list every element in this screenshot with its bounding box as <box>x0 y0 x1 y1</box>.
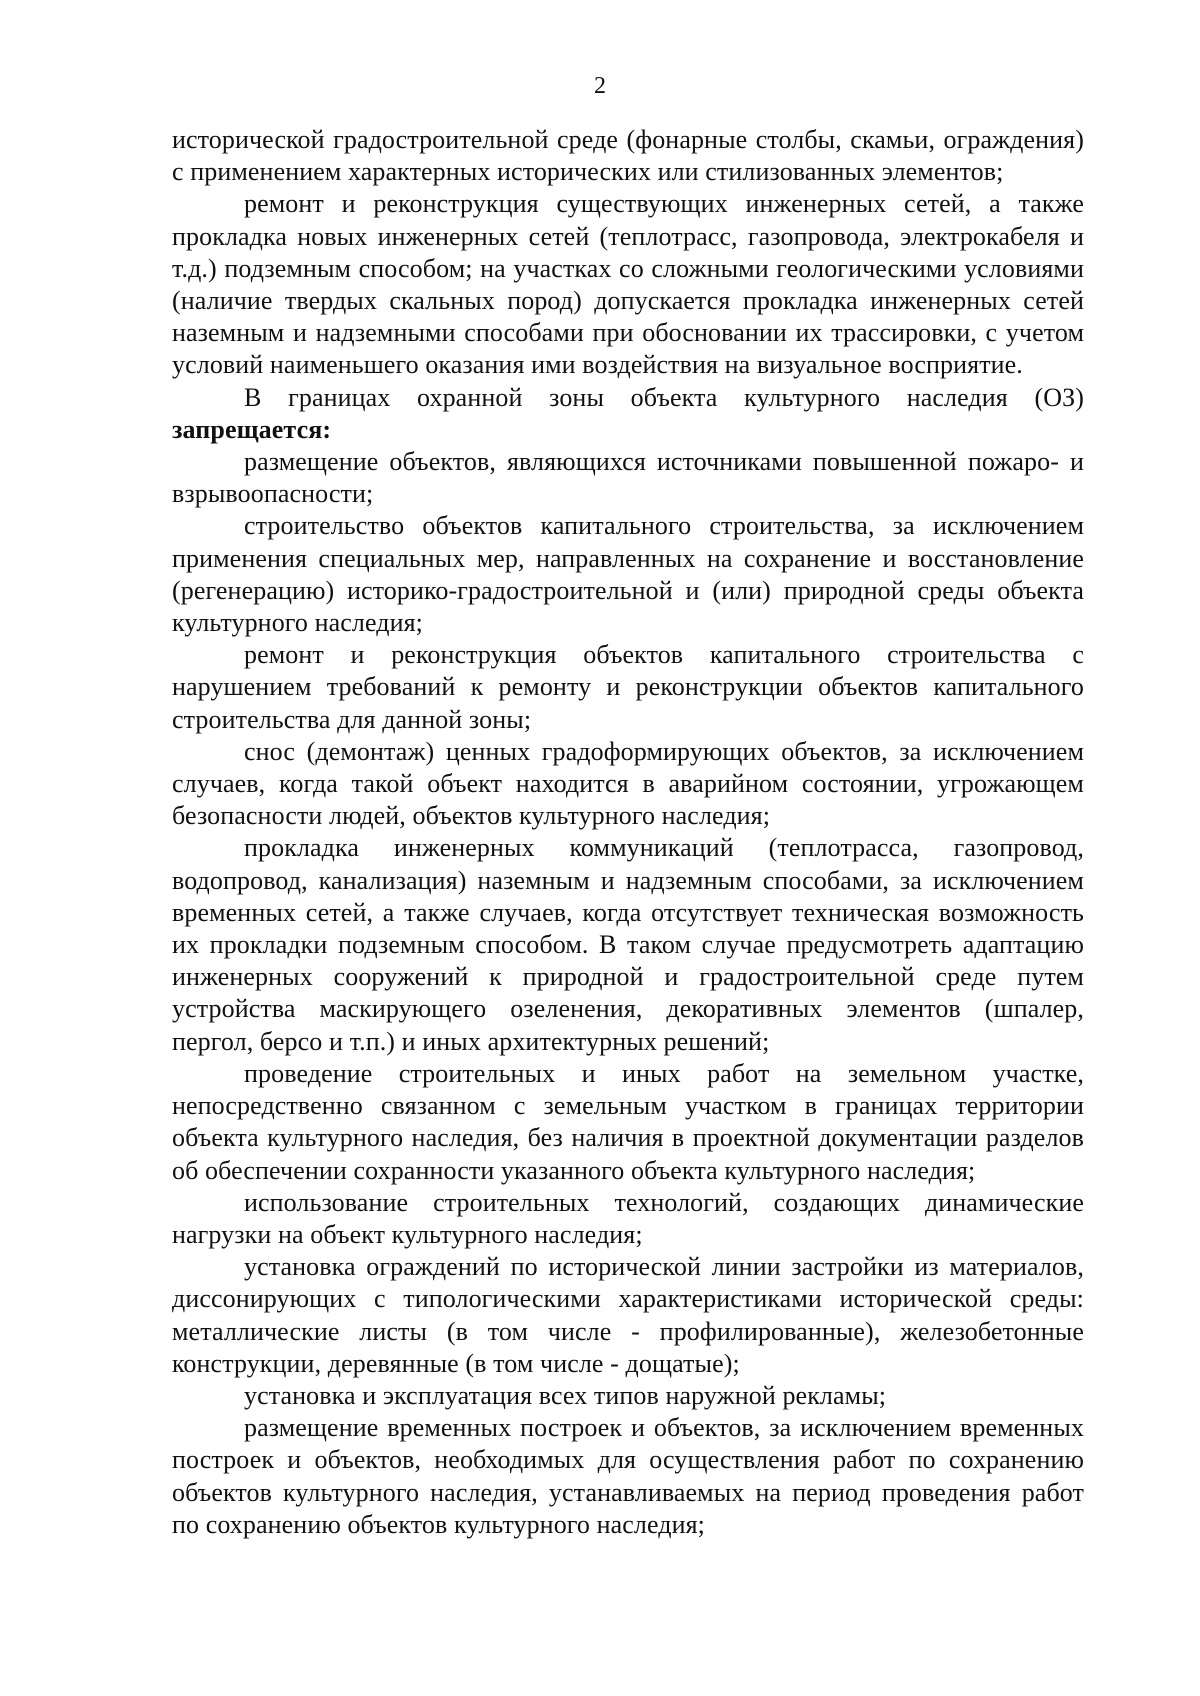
paragraph: снос (демонтаж) ценных градоформирующих объектов, за исключением случаев, когда такой объект находится в аварийном состоянии, угрожающем безопасности людей, объектов культурного наследия; <box>172 736 1084 831</box>
paragraph: исторической градостроительной среде (фонарные столбы, скамьи, ограждения) с применением характерных исторических или стилизованных элементов; <box>172 125 1084 187</box>
zone-heading-paragraph <box>172 382 1084 446</box>
paragraph: ремонт и реконструкция объектов капитального строительства с нарушением требований к ремонту и реконструкции объектов капитального строительства для данной зоны; <box>172 640 1084 734</box>
paragraph: строительство объектов капитального строительства, за исключением применения специальных мер, направленных на сохранение и восстановление (регенерацию) историко-градостроительной и (или) природной среды объекта культурного наследия; <box>172 511 1084 638</box>
paragraph: ремонт и реконструкция существующих инженерных сетей, а также прокладка новых инженерных сетей (теплотрасс, газопровода, электрокабеля и т.д.) подземным способом; на участках со сложными геологическими условиями (наличие твердых скальных пород) допускается прокладка инженерных сетей наземным и надземными способами при обосновании их трассировки, с учетом условий наименьшего оказания ими воздействия на визуальное восприятие. <box>172 189 1084 380</box>
paragraph: размещение объектов, являющихся источниками повышенной пожаро- и взрывоопасности; <box>172 447 1084 509</box>
paragraph: прокладка инженерных коммуникаций (теплотрасса, газопровод, водопровод, канализация) наземным и надземным способами, за исключением временных сетей, а также случаев, когда отсутствует техническая возможность их прокладки подземным способом. В таком случае предусмотреть адаптацию инженерных сооружений к природной и градостроительной среде путем устройства маскирующего озеленения, декоративных элементов (шпалер, пергол, берсо и т.п.) и иных архитектурных решений; <box>172 833 1084 1056</box>
paragraph: установка ограждений по исторической линии застройки из материалов, диссонирующих с типологическими характеристиками исторической среды: металлические листы (в том числе - профилированные), железобетонные конструкции, деревянные (в том числе - дощатые); <box>172 1252 1084 1378</box>
paragraph: использование строительных технологий, создающих динамические нагрузки на объект культурного наследия; <box>172 1187 1084 1249</box>
paragraph: установка и эксплуатация всех типов наружной рекламы; <box>244 1380 887 1410</box>
zone-heading-text: В границах охранной зоны объекта культурного наследия (ОЗ) <box>244 382 1084 412</box>
paragraph: размещение временных построек и объектов, за исключением временных построек и объектов, необходимых для осуществления работ по сохранению объектов культурного наследия, устанавливаемых на период проведения работ по сохранению объектов культурного наследия; <box>172 1413 1084 1539</box>
page-number: 2 <box>594 73 606 99</box>
document-body <box>172 124 1084 1541</box>
zone-heading-bold: запрещается: <box>172 414 332 444</box>
paragraph: проведение строительных и иных работ на земельном участке, непосредственно связанном с земельным участком в границах территории объекта культурного наследия, без наличия в проектной документации разделов об обеспечении сохранности указанного объекта культурного наследия; <box>172 1058 1084 1185</box>
